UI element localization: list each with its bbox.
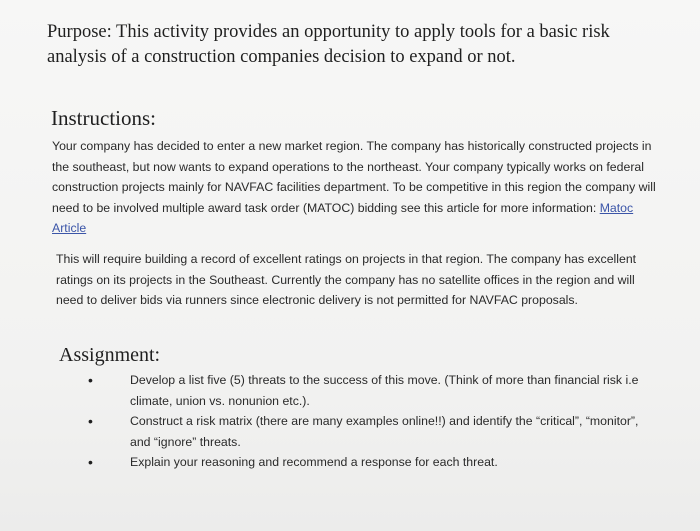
assignment-list bbox=[80, 370, 660, 473]
assignment-item bbox=[80, 452, 660, 473]
assignment-heading: Assignment: bbox=[59, 344, 161, 366]
bullet-icon: • bbox=[88, 413, 93, 430]
assignment-item-text: Construct a risk matrix (there are many examples online!!) and identify the “critical”, “monitor”, and “ignore” threats. bbox=[130, 414, 639, 449]
instructions-paragraph-1-text: Your company has decided to enter a new market region. The company has historically constructed projects in the southeast, but now wants to expand operations to the northeast. Your company typically works on federal construction projects mainly for NAVFAC facilities department. To be competitive in this region the company will need to be involved multiple award task order (MATOC) bidding see this article for more information: bbox=[52, 139, 656, 215]
assignment-item bbox=[80, 370, 660, 411]
instructions-paragraph-2: This will require building a record of excellent ratings on projects in that region. The company has excellent ratings on its projects in the Southeast. Currently the company has no satellite offices in the region and will need to deliver bids via runners since electronic delivery is not permitted for NAVFAC proposals. bbox=[56, 252, 637, 308]
purpose-text: Purpose: This activity provides an opportunity to apply tools for a basic risk analysis of a construction companies decision to expand or not. bbox=[47, 22, 610, 67]
assignment-item-text: Develop a list five (5) threats to the success of this move. (Think of more than financial risk i.e climate, union vs. nonunion etc.). bbox=[130, 373, 639, 408]
bullet-icon: • bbox=[88, 372, 93, 388]
matoc-article-link[interactable]: Matoc Article bbox=[52, 200, 634, 236]
instructions-paragraph-1 bbox=[52, 136, 662, 239]
assignment-item bbox=[80, 411, 660, 452]
assignment-item-text: Explain your reasoning and recommend a response for each threat. bbox=[130, 455, 498, 470]
instructions-heading: Instructions: bbox=[51, 106, 156, 130]
bullet-icon: • bbox=[88, 454, 93, 471]
